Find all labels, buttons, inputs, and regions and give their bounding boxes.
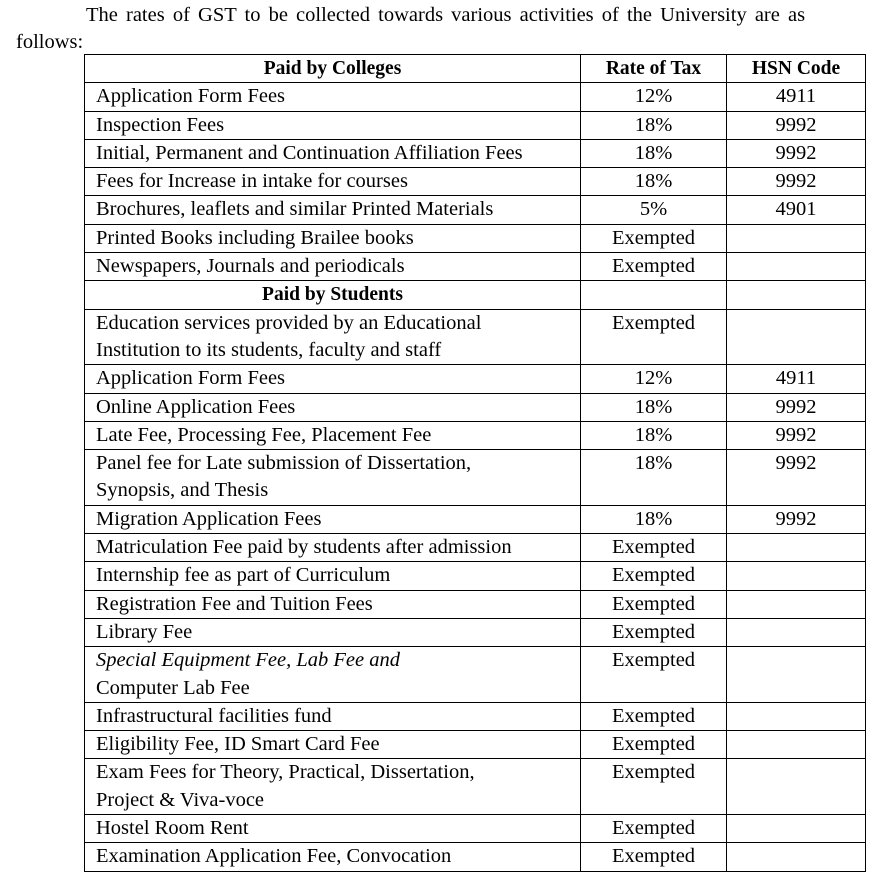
activity-line-1: Exam Fees for Theory, Practical, Dissertation, bbox=[96, 761, 475, 784]
rate-cell: 12% bbox=[581, 365, 727, 393]
students-section-row bbox=[85, 281, 866, 309]
activity-cell bbox=[85, 534, 581, 562]
hsn-cell bbox=[727, 843, 866, 871]
rate-cell: 18% bbox=[581, 111, 727, 139]
table-row bbox=[85, 534, 866, 562]
activity-line-1: Registration Fee and Tuition Fees bbox=[96, 592, 373, 615]
table-row bbox=[85, 309, 866, 365]
hsn-cell: 9992 bbox=[727, 139, 866, 167]
rate-cell: 5% bbox=[581, 196, 727, 224]
hsn-cell: 4911 bbox=[727, 83, 866, 111]
rate-cell: 12% bbox=[581, 83, 727, 111]
activity-cell bbox=[85, 731, 581, 759]
hsn-cell bbox=[727, 309, 866, 365]
activity-cell bbox=[85, 815, 581, 843]
table-row bbox=[85, 139, 866, 167]
rate-cell: Exempted bbox=[581, 702, 727, 730]
activity-line-1: Education services provided by an Educational bbox=[96, 311, 482, 334]
rate-cell: Exempted bbox=[581, 562, 727, 590]
header-rate-of-tax: Rate of Tax bbox=[581, 55, 727, 83]
students-section bbox=[85, 281, 866, 309]
activity-cell bbox=[85, 702, 581, 730]
hsn-cell bbox=[727, 618, 866, 646]
hsn-cell bbox=[727, 534, 866, 562]
activity-line-1: Online Application Fees bbox=[96, 395, 296, 418]
activity-cell bbox=[85, 843, 581, 871]
rate-cell: Exempted bbox=[581, 843, 727, 871]
activity-cell bbox=[85, 505, 581, 533]
hsn-cell bbox=[727, 731, 866, 759]
activity-cell bbox=[85, 450, 581, 506]
activity-cell: Printed Books including Brailee books bbox=[85, 224, 581, 252]
activity-cell bbox=[85, 562, 581, 590]
hsn-cell: 9992 bbox=[727, 393, 866, 421]
activity-line-1: Special Equipment Fee, Lab Fee and bbox=[96, 649, 400, 672]
activity-line-1: Library Fee bbox=[96, 620, 193, 643]
table-row bbox=[85, 759, 866, 815]
activity-line-1: Examination Application Fee, Convocation bbox=[96, 845, 452, 868]
header-paid-by-colleges: Paid by Colleges bbox=[85, 55, 581, 83]
table-row bbox=[85, 647, 866, 703]
table-row bbox=[85, 590, 866, 618]
activity-cell bbox=[85, 647, 581, 703]
section-empty-cell bbox=[727, 281, 866, 309]
activity-cell: Fees for Increase in intake for courses bbox=[85, 168, 581, 196]
student-rows bbox=[85, 309, 866, 871]
gst-rates-table bbox=[84, 54, 866, 872]
table-row bbox=[85, 843, 866, 871]
hsn-cell bbox=[727, 562, 866, 590]
table-row bbox=[85, 421, 866, 449]
intro-line-2: follows: bbox=[16, 31, 84, 53]
intro-line-1: The rates of GST to be collected towards various activities of the University are as bbox=[86, 4, 806, 26]
rate-cell: Exempted bbox=[581, 253, 727, 281]
rate-cell: Exempted bbox=[581, 309, 727, 365]
activity-line-1: Eligibility Fee, ID Smart Card Fee bbox=[96, 733, 380, 756]
hsn-cell bbox=[727, 702, 866, 730]
rate-cell: Exempted bbox=[581, 815, 727, 843]
table-row bbox=[85, 450, 866, 506]
rate-cell: Exempted bbox=[581, 590, 727, 618]
activity-line-1: Application Form Fees bbox=[96, 367, 286, 390]
activity-line-1: Panel fee for Late submission of Dissertation, bbox=[96, 452, 472, 475]
rate-cell: Exempted bbox=[581, 759, 727, 815]
header-paid-by-students: Paid by Students bbox=[85, 281, 581, 309]
activity-cell bbox=[85, 759, 581, 815]
rate-cell: Exempted bbox=[581, 534, 727, 562]
rate-cell: 18% bbox=[581, 450, 727, 506]
activity-cell: Initial, Permanent and Continuation Affiliation Fees bbox=[85, 139, 581, 167]
header-hsn-code: HSN Code bbox=[727, 55, 866, 83]
activity-line-1: Internship fee as part of Curriculum bbox=[96, 564, 391, 587]
table-row bbox=[85, 111, 866, 139]
hsn-cell bbox=[727, 590, 866, 618]
activity-cell bbox=[85, 618, 581, 646]
hsn-cell: 4911 bbox=[727, 365, 866, 393]
activity-cell bbox=[85, 590, 581, 618]
activity-cell: Brochures, leaflets and similar Printed Materials bbox=[85, 196, 581, 224]
hsn-cell: 9992 bbox=[727, 505, 866, 533]
activity-cell bbox=[85, 421, 581, 449]
activity-cell bbox=[85, 365, 581, 393]
hsn-cell: 9992 bbox=[727, 168, 866, 196]
hsn-cell: 4901 bbox=[727, 196, 866, 224]
activity-cell bbox=[85, 309, 581, 365]
table-row bbox=[85, 393, 866, 421]
table-header-row bbox=[85, 55, 866, 83]
rate-cell: 18% bbox=[581, 393, 727, 421]
activity-cell: Newspapers, Journals and periodicals bbox=[85, 253, 581, 281]
activity-line-2: Computer Lab Fee bbox=[96, 676, 250, 699]
activity-line-2: Project & Viva-voce bbox=[96, 788, 265, 811]
hsn-cell: 9992 bbox=[727, 450, 866, 506]
table-row bbox=[85, 365, 866, 393]
hsn-cell: 9992 bbox=[727, 421, 866, 449]
activity-line-1: Late Fee, Processing Fee, Placement Fee bbox=[96, 423, 432, 446]
table-row bbox=[85, 731, 866, 759]
table-row bbox=[85, 505, 866, 533]
rate-cell: 18% bbox=[581, 139, 727, 167]
activity-line-1: Migration Application Fees bbox=[96, 507, 322, 530]
rate-cell: 18% bbox=[581, 168, 727, 196]
table-row bbox=[85, 83, 866, 111]
hsn-cell bbox=[727, 759, 866, 815]
table-row bbox=[85, 562, 866, 590]
activity-cell: Inspection Fees bbox=[85, 111, 581, 139]
rate-cell: Exempted bbox=[581, 647, 727, 703]
table-row bbox=[85, 224, 866, 252]
hsn-cell: 9992 bbox=[727, 111, 866, 139]
table-row bbox=[85, 168, 866, 196]
table-row bbox=[85, 253, 866, 281]
table-row bbox=[85, 702, 866, 730]
rate-cell: Exempted bbox=[581, 731, 727, 759]
rate-cell: 18% bbox=[581, 505, 727, 533]
table-row bbox=[85, 618, 866, 646]
rate-cell: Exempted bbox=[581, 618, 727, 646]
activity-line-1: Infrastructural facilities fund bbox=[96, 704, 332, 727]
rate-cell: Exempted bbox=[581, 224, 727, 252]
rate-cell: 18% bbox=[581, 421, 727, 449]
activity-cell bbox=[85, 393, 581, 421]
hsn-cell bbox=[727, 224, 866, 252]
hsn-cell bbox=[727, 815, 866, 843]
activity-line-2: Institution to its students, faculty and staff bbox=[96, 338, 442, 361]
table-row bbox=[85, 815, 866, 843]
activity-line-1: Hostel Room Rent bbox=[96, 817, 249, 840]
section-empty-cell bbox=[581, 281, 727, 309]
activity-line-2: Synopsis, and Thesis bbox=[96, 479, 269, 502]
table-row bbox=[85, 196, 866, 224]
college-rows bbox=[85, 83, 866, 281]
hsn-cell bbox=[727, 253, 866, 281]
activity-cell: Application Form Fees bbox=[85, 83, 581, 111]
activity-line-1: Matriculation Fee paid by students after admission bbox=[96, 536, 512, 559]
hsn-cell bbox=[727, 647, 866, 703]
